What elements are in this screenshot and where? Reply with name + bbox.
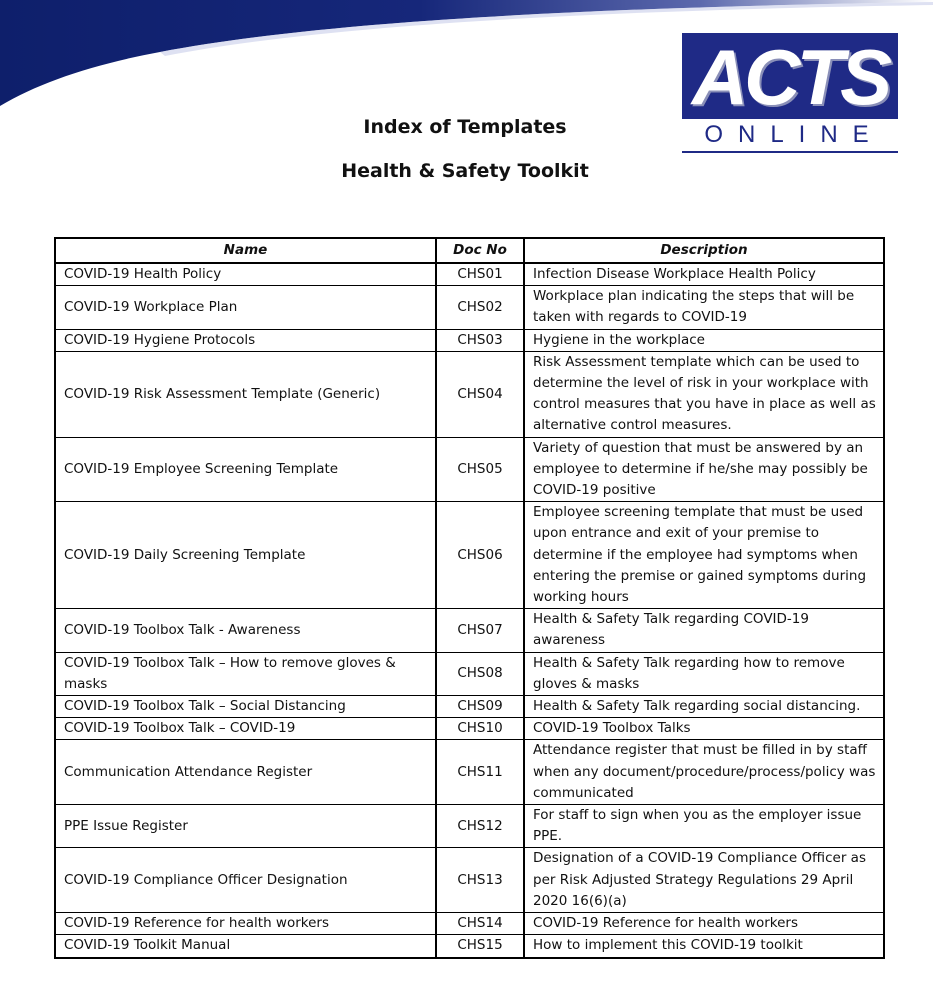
cell-name: COVID-19 Health Policy bbox=[55, 263, 436, 286]
cell-description: Attendance register that must be filled in by staff when any document/procedure/process/policy was communicated bbox=[524, 740, 884, 805]
cell-doc-no: CHS11 bbox=[436, 740, 524, 805]
column-header-doc-no: Doc No bbox=[436, 238, 524, 263]
table-row bbox=[55, 652, 884, 695]
cell-description: Workplace plan indicating the steps that will be taken with regards to COVID-19 bbox=[524, 286, 884, 329]
logo-underline bbox=[682, 151, 898, 153]
cell-doc-no: CHS05 bbox=[436, 437, 524, 502]
cell-name: Communication Attendance Register bbox=[55, 740, 436, 805]
table-row bbox=[55, 609, 884, 652]
cell-doc-no: CHS10 bbox=[436, 718, 524, 740]
cell-doc-no: CHS01 bbox=[436, 263, 524, 286]
cell-description: COVID-19 Reference for health workers bbox=[524, 913, 884, 935]
cell-name: COVID-19 Daily Screening Template bbox=[55, 502, 436, 609]
logo-subtext: ONLINE bbox=[704, 121, 884, 148]
table-row bbox=[55, 437, 884, 502]
cell-description: Infection Disease Workplace Health Policy bbox=[524, 263, 884, 286]
page-title: Index of Templates bbox=[363, 116, 567, 138]
cell-doc-no: CHS04 bbox=[436, 351, 524, 437]
cell-name: COVID-19 Compliance Officer Designation bbox=[55, 848, 436, 913]
cell-doc-no: CHS09 bbox=[436, 696, 524, 718]
cell-name: COVID-19 Toolkit Manual bbox=[55, 935, 436, 958]
cell-doc-no: CHS07 bbox=[436, 609, 524, 652]
cell-description: Hygiene in the workplace bbox=[524, 329, 884, 351]
cell-doc-no: CHS12 bbox=[436, 805, 524, 848]
cell-name: COVID-19 Toolbox Talk – Social Distancing bbox=[55, 696, 436, 718]
cell-doc-no: CHS14 bbox=[436, 913, 524, 935]
table-row bbox=[55, 935, 884, 958]
cell-doc-no: CHS15 bbox=[436, 935, 524, 958]
cell-name: COVID-19 Employee Screening Template bbox=[55, 437, 436, 502]
logo-box bbox=[682, 33, 898, 119]
cell-description: Health & Safety Talk regarding how to remove gloves & masks bbox=[524, 652, 884, 695]
cell-description: How to implement this COVID-19 toolkit bbox=[524, 935, 884, 958]
table-row bbox=[55, 696, 884, 718]
cell-name: PPE Issue Register bbox=[55, 805, 436, 848]
table-row bbox=[55, 286, 884, 329]
cell-description: For staff to sign when you as the employer issue PPE. bbox=[524, 805, 884, 848]
table-row bbox=[55, 848, 884, 913]
page-subtitle: Health & Safety Toolkit bbox=[341, 160, 589, 182]
cell-description: Health & Safety Talk regarding social distancing. bbox=[524, 696, 884, 718]
table-row bbox=[55, 263, 884, 286]
cell-doc-no: CHS02 bbox=[436, 286, 524, 329]
logo-wordmark: ACTS bbox=[691, 33, 889, 121]
cell-description: Risk Assessment template which can be used to determine the level of risk in your workplace with control measures that you have in place as well as alternative control measures. bbox=[524, 351, 884, 437]
table-row bbox=[55, 329, 884, 351]
cell-name: COVID-19 Hygiene Protocols bbox=[55, 329, 436, 351]
cell-description: Health & Safety Talk regarding COVID-19 awareness bbox=[524, 609, 884, 652]
cell-name: COVID-19 Toolbox Talk – How to remove gloves & masks bbox=[55, 652, 436, 695]
table-row bbox=[55, 502, 884, 609]
cell-name: COVID-19 Toolbox Talk - Awareness bbox=[55, 609, 436, 652]
table-header-row bbox=[55, 238, 884, 263]
cell-name: COVID-19 Workplace Plan bbox=[55, 286, 436, 329]
cell-name: COVID-19 Risk Assessment Template (Generic) bbox=[55, 351, 436, 437]
cell-doc-no: CHS08 bbox=[436, 652, 524, 695]
acts-online-logo bbox=[682, 33, 898, 153]
table-row bbox=[55, 351, 884, 437]
cell-doc-no: CHS06 bbox=[436, 502, 524, 609]
cell-description: Variety of question that must be answered by an employee to determine if he/she may possibly be COVID-19 positive bbox=[524, 437, 884, 502]
column-header-name: Name bbox=[55, 238, 436, 263]
cell-name: COVID-19 Toolbox Talk – COVID-19 bbox=[55, 718, 436, 740]
cell-doc-no: CHS03 bbox=[436, 329, 524, 351]
cell-description: Employee screening template that must be used upon entrance and exit of your premise to determine if the employee had symptoms when entering the premise or gained symptoms during working hours bbox=[524, 502, 884, 609]
cell-doc-no: CHS13 bbox=[436, 848, 524, 913]
cell-name: COVID-19 Reference for health workers bbox=[55, 913, 436, 935]
column-header-description: Description bbox=[524, 238, 884, 263]
table-row bbox=[55, 913, 884, 935]
templates-table bbox=[54, 237, 885, 959]
table-row bbox=[55, 805, 884, 848]
table-row bbox=[55, 740, 884, 805]
table-row bbox=[55, 718, 884, 740]
cell-description: Designation of a COVID-19 Compliance Officer as per Risk Adjusted Strategy Regulations 29 April 2020 16(6)(a) bbox=[524, 848, 884, 913]
cell-description: COVID-19 Toolbox Talks bbox=[524, 718, 884, 740]
